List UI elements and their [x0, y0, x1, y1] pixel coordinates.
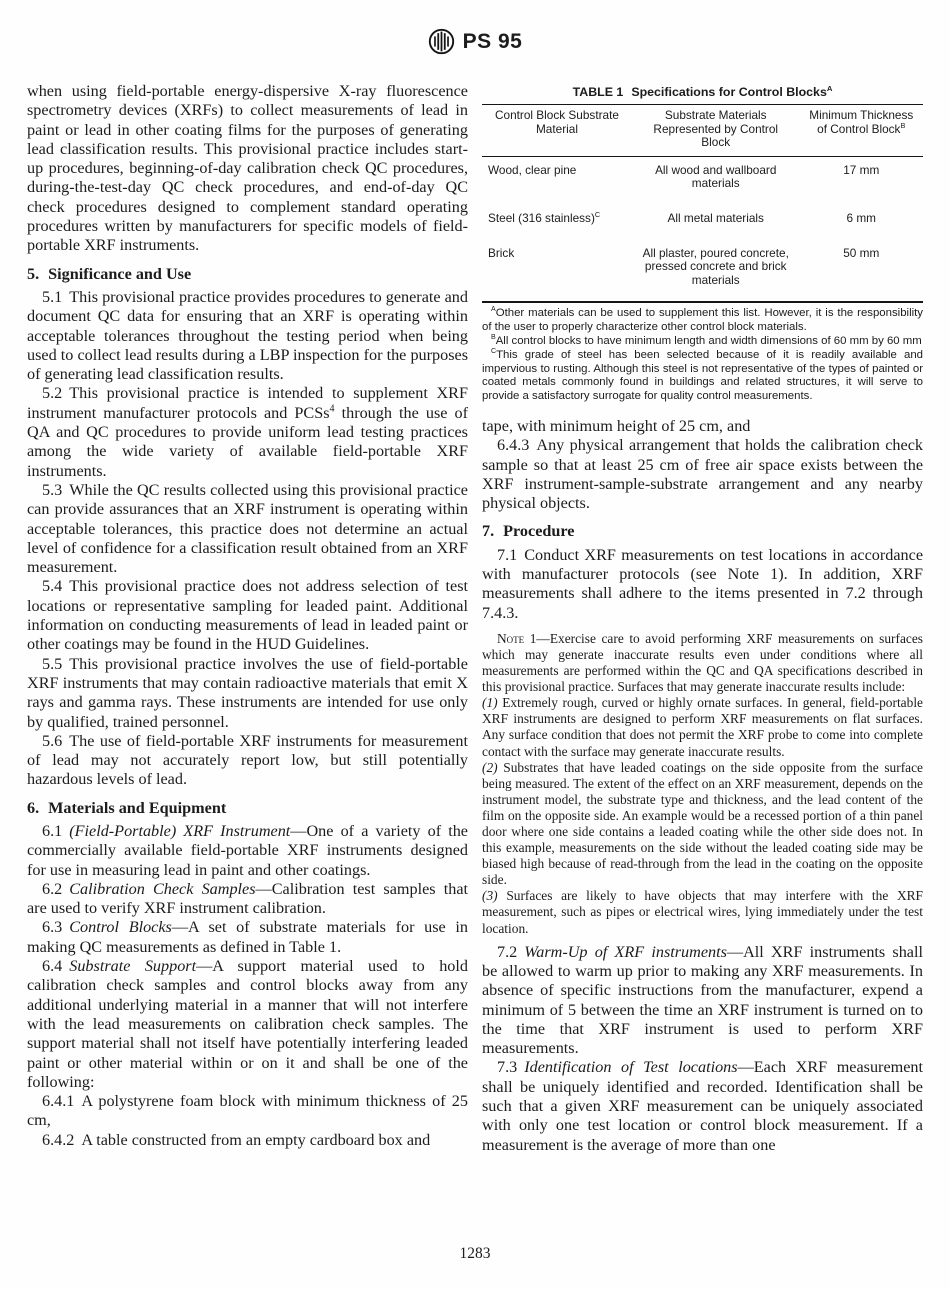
note-1-item-3: (3) Surfaces are likely to have objects that may interfere with the XRF measurement, such as pipes or electrical wires, lying immediately under the test location.: [482, 888, 923, 936]
table-footnotes: [482, 307, 923, 404]
left-column: [27, 82, 468, 1155]
paragraph-5-6: 5.6 The use of field-portable XRF instruments for measurement of lead may not accurately report low, but still potentially hazardous levels of lead.: [27, 731, 468, 789]
footnote-ref-4: 4: [329, 403, 335, 415]
table-footnote-ref-C: C: [594, 210, 601, 220]
paragraph-tape-continuation: tape, with minimum height of 25 cm, and: [482, 416, 751, 435]
table-row-wood: Wood, clear pine All wood and wallboard materials 17 mm: [488, 162, 880, 191]
paragraph-6-4-2: 6.4.2 A table constructed from an empty cardboard box and: [42, 1130, 431, 1149]
note-1-item-2: (2) Substrates that have leaded coatings on the side opposite from the surface being measured. The extent of the effect on an XRF measurement, depends on the instrument model, the substrate type and thickness, and the lead content of the film on the opposite side. An example would be a recessed portion of a thin panel door where one side contains a leaded coating while the other side does not. In this example, measurements on the side without the leaded coating side may be biased high because of read-through from the lead in the coating on the opposite side.: [482, 759, 923, 888]
paragraph-6-1: 6.1 (Field-Portable) XRF Instrument—One of a variety of the commercially available field-portable XRF instruments designed for use in measuring lead in paint and other coatings.: [27, 821, 468, 879]
paragraph-5-3: 5.3 While the QC results collected using this provisional practice can provide assurances that an XRF instrument is operating within acceptable tolerances, this practice does not determine an actual level of confidence for a classification result obtained from an XRF measurement.: [27, 480, 468, 577]
note-1: [482, 631, 923, 937]
note-1-item-1: (1) Extremely rough, curved or highly ornate surfaces. In general, field-portable XRF instruments are designed to perform XRF measurements on flat surfaces. Any surface condition that does not permit the XRF probe to come into complete contact with the surface may generate inaccurate results.: [482, 695, 923, 759]
column-header-materials-represented: Substrate Materials Represented by Control Block: [653, 108, 779, 150]
paragraph-5-5: 5.5 This provisional practice involves the use of field-portable XRF instruments that may contain radioactive materials that emit X rays and gamma rays. These instruments are intended for use only by qualified, trained personnel.: [27, 654, 468, 731]
paragraph-7-2: 7.2 Warm-Up of XRF instruments—All XRF instruments shall be allowed to warm up prior to making any XRF measurements. In absence of specific instructions from the manufacturer, expend a minimum of 5 between the time an XRF instrument is turned on to the time that XRF instrument is used to perform XRF measurements.: [482, 942, 923, 1058]
right-column: [482, 82, 923, 1155]
paragraph-intro-continuation: when using field-portable energy-dispersive X-ray fluorescence spectrometry devices (XRFs) to collect measurements of lead in paint or lead in other coating films for the purposes of generating lead classification results. This provisional practice includes start-up procedures, beginning-of-day calibration check QC procedures, during-the-test-day QC check procedures, and end-of-day QC check procedures designed to complement standard operating procedures written by manufacturers for specific models of field-portable XRF instruments.: [27, 82, 468, 255]
table-footnote-ref-B: B: [900, 120, 906, 130]
page-footer: [0, 1245, 950, 1263]
doc-code: PS 95: [462, 29, 523, 53]
table-row-brick: Brick All plaster, poured concrete, pressed concrete and brick materials 50 mm: [488, 245, 880, 287]
paragraph-6-4-3: 6.4.3 Any physical arrangement that holds the calibration check sample so that at least 25 cm of free air space exists between the XRF instrument-sample-substrate arrangement and any nearby physical objects.: [482, 436, 923, 513]
table-header-row: [482, 105, 923, 157]
paragraph-7-1: 7.1 Conduct XRF measurements on test locations in accordance with manufacturer protocols (see Note 1). In addition, XRF measurements shall adhere to the items presented in 7.2 through 7.4.3.: [482, 545, 923, 622]
table-row-steel: Steel (316 stainless)$^C$ All metal materials 6 mm: [488, 210, 876, 225]
paragraph-6-4-1: 6.4.1 A polystyrene foam block with minimum thickness of 25 cm,: [27, 1092, 468, 1130]
table-1-specifications: [482, 85, 923, 404]
column-header-substrate-material: Control Block Substrate Material: [495, 108, 619, 136]
table-footnote-ref-A: A: [826, 83, 833, 93]
section-heading-5: 5. Significance and Use: [27, 264, 192, 283]
paragraph-6-3: 6.3 Control Blocks—A set of substrate materials for use in making QC measurements as defined in Table 1.: [27, 918, 468, 956]
paragraph-5-1: 5.1 This provisional practice provides procedures to generate and document QC data for ensuring that an XRF is operating within acceptable tolerances throughout the testing period when being used to collect lead results during a LBP inspection for the purposes of generating lead classification results.: [27, 287, 468, 384]
astm-logo-icon: [428, 28, 455, 55]
section-heading-6: 6. Materials and Equipment: [27, 798, 227, 817]
table-footnote-B: $^B$All control blocks to have minimum length and width dimensions of 60 mm by 60 mm: [491, 334, 922, 347]
paragraph-5-4: 5.4 This provisional practice does not address selection of test locations or representative sampling for leaded paint. Additional information on conducting measurements of lead in leaded paint or other coatings may be found in the HUD Guidelines.: [27, 577, 468, 654]
section-heading-7: 7. Procedure: [482, 522, 575, 541]
table-footnote-C: $^C$This grade of steel has been selected because of it is readily available and impervious to rusting. Although this steel is not representative of the types of painted or coated metals commonly found in buildings and related structures, it will serve to provide a satisfactory surrogate for quality control measurements.: [482, 347, 923, 403]
table-footnote-A: $^A$Other materials can be used to supplement this list. However, it is the responsibility of the user to properly characterize other control block materials.: [482, 306, 923, 334]
note-1-intro: Note 1—Exercise care to avoid performing XRF measurements on surfaces which may generate inaccurate results even under conditions where all measurements are performed within the QC and QA specifications described in this provisional practice. Surfaces that may generate inaccurate results include:: [482, 630, 923, 695]
paragraph-7-3: 7.3 Identification of Test locations—Each XRF measurement shall be uniquely identified and recorded. Identification shall be such that a given XRF measurement can be uniquely associated with only one test location or control block measurement. If a measurement is the average of more than one: [482, 1058, 923, 1154]
page-number: 1283: [459, 1245, 491, 1262]
column-header-minimum-thickness: Minimum Thickness of Control Block$^B$: [809, 108, 914, 136]
doc-brand: [428, 28, 523, 55]
two-column-body: [0, 82, 950, 1155]
page-header: [0, 0, 950, 68]
paragraph-6-2: 6.2 Calibration Check Samples—Calibration test samples that are used to verify XRF instrument calibration.: [27, 879, 469, 918]
control-blocks-table: [482, 104, 923, 303]
table-1-title: TABLE 1 Specifications for Control Blocks$^A$: [572, 83, 833, 99]
paragraph-6-4: 6.4 Substrate Support—A support material used to hold calibration check samples and control blocks away from any additional underlying material in a manner that will not interfere with the lead measurements on calibration check samples. The support material shall not itself have potentially interfering leaded paint or other material within or on it and shall be one of the following:: [27, 957, 468, 1091]
paragraph-5-2: 5.2 This provisional practice is intended to supplement XRF instrument manufacturer protocols and PCSs$^4$ through the use of QA and QC procedures to provide uniform lead testing practices among the wide variety of available field-portable XRF instruments.: [27, 384, 468, 480]
note-label: Note: [497, 630, 525, 646]
